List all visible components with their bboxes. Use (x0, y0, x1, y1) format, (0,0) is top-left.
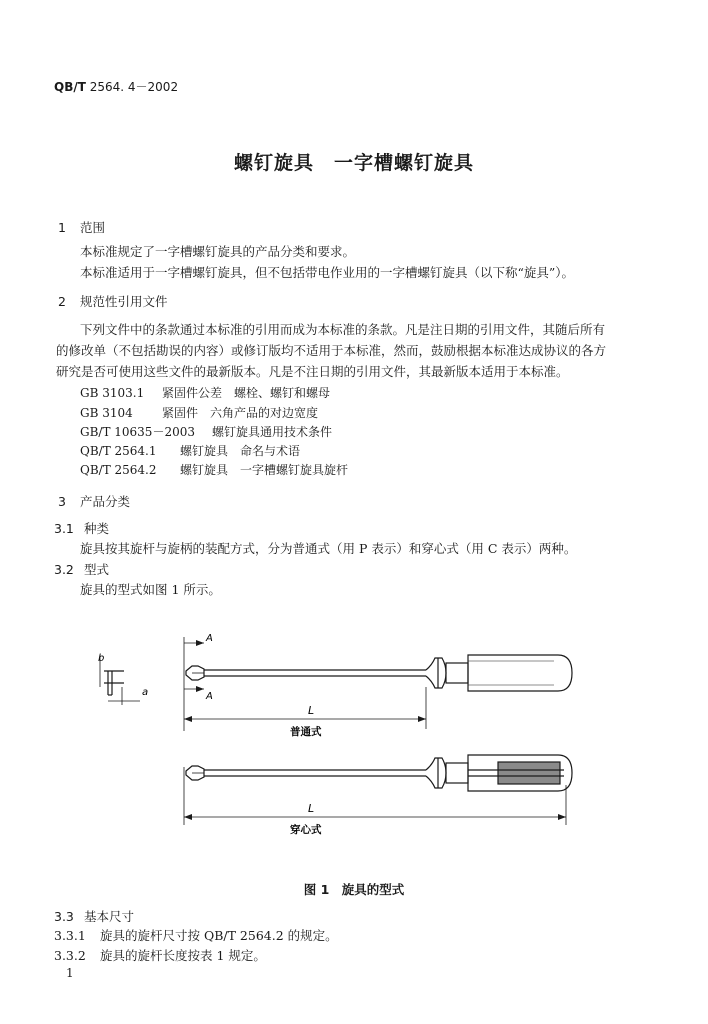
section-3-1-heading: 3.1 种类 (54, 521, 110, 536)
section-2-line-3: 研究是否可使用这些文件的最新版本。凡是不注日期的引用文件，其最新版本适用于本标准。 (56, 364, 569, 379)
section-2-line-1: 下列文件中的条款通过本标准的引用而成为本标准的条款。凡是注日期的引用文件，其随后所有 (80, 322, 606, 337)
section-3-2-text: 旋具的型式如图 1 所示。 (80, 582, 221, 597)
through-type-label: 穿心式 (290, 824, 322, 836)
section-3-3-heading: 3.3 基本尺寸 (54, 909, 135, 924)
figure-caption: 图 1 旋具的型式 (303, 882, 405, 897)
section-1-heading: 1 范围 (58, 220, 106, 235)
section-3-3-2-text: 3.3.2 旋具的旋杆长度按表 1 规定。 (54, 948, 266, 963)
section-3-1-text: 旋具按其旋杆与旋柄的装配方式，分为普通式（用 P 表示）和穿心式（用 C 表示）两种。 (80, 541, 577, 556)
section-2-heading: 2 规范性引用文件 (58, 294, 168, 309)
through-screwdriver-drawing (184, 755, 572, 825)
common-type-label: 普通式 (290, 726, 322, 738)
section-1-line-1: 本标准规定了一字槽螺钉旋具的产品分类和要求。 (80, 244, 356, 259)
standard-code: QB/T 2564. 4－2002 (54, 80, 179, 94)
length-L-through-label: L (308, 802, 315, 815)
section-2-line-2: 的修改单（不包括勘误的内容）或修订版均不适用于本标准，然而，鼓励根据本标准达成协议的各方 (56, 343, 607, 358)
section-3-heading: 3 产品分类 (58, 494, 131, 509)
length-L-common-label: L (308, 704, 315, 717)
reference-item: GB 3104 紧固件 六角产品的对边宽度 (80, 406, 319, 420)
page-number: 1 (66, 966, 74, 980)
screwdriver-figure (80, 625, 600, 845)
tip-detail-drawing (100, 655, 140, 705)
section-3-2-heading: 3.2 型式 (54, 562, 110, 577)
reference-item: QB/T 2564.1 螺钉旋具 命名与术语 (80, 444, 301, 458)
dim-b-label: b (98, 653, 105, 664)
section-A-bottom-label: A (206, 691, 213, 702)
dim-a-label: a (142, 687, 149, 698)
section-A-top-label: A (206, 633, 213, 644)
reference-item: GB 3103.1 紧固件公差 螺栓、螺钉和螺母 (80, 386, 331, 400)
reference-item: GB/T 10635－2003 螺钉旋具通用技术条件 (80, 425, 333, 439)
common-screwdriver-drawing (184, 637, 572, 731)
section-1-line-2: 本标准适用于一字槽螺钉旋具，但不包括带电作业用的一字槽螺钉旋具（以下称“旋具”）。 (80, 265, 575, 280)
section-3-3-1-text: 3.3.1 旋具的旋杆尺寸按 QB/T 2564.2 的规定。 (54, 928, 338, 943)
reference-item: QB/T 2564.2 螺钉旋具 一字槽螺钉旋具旋杆 (80, 463, 349, 477)
page-title: 螺钉旋具 一字槽螺钉旋具 (233, 152, 474, 174)
